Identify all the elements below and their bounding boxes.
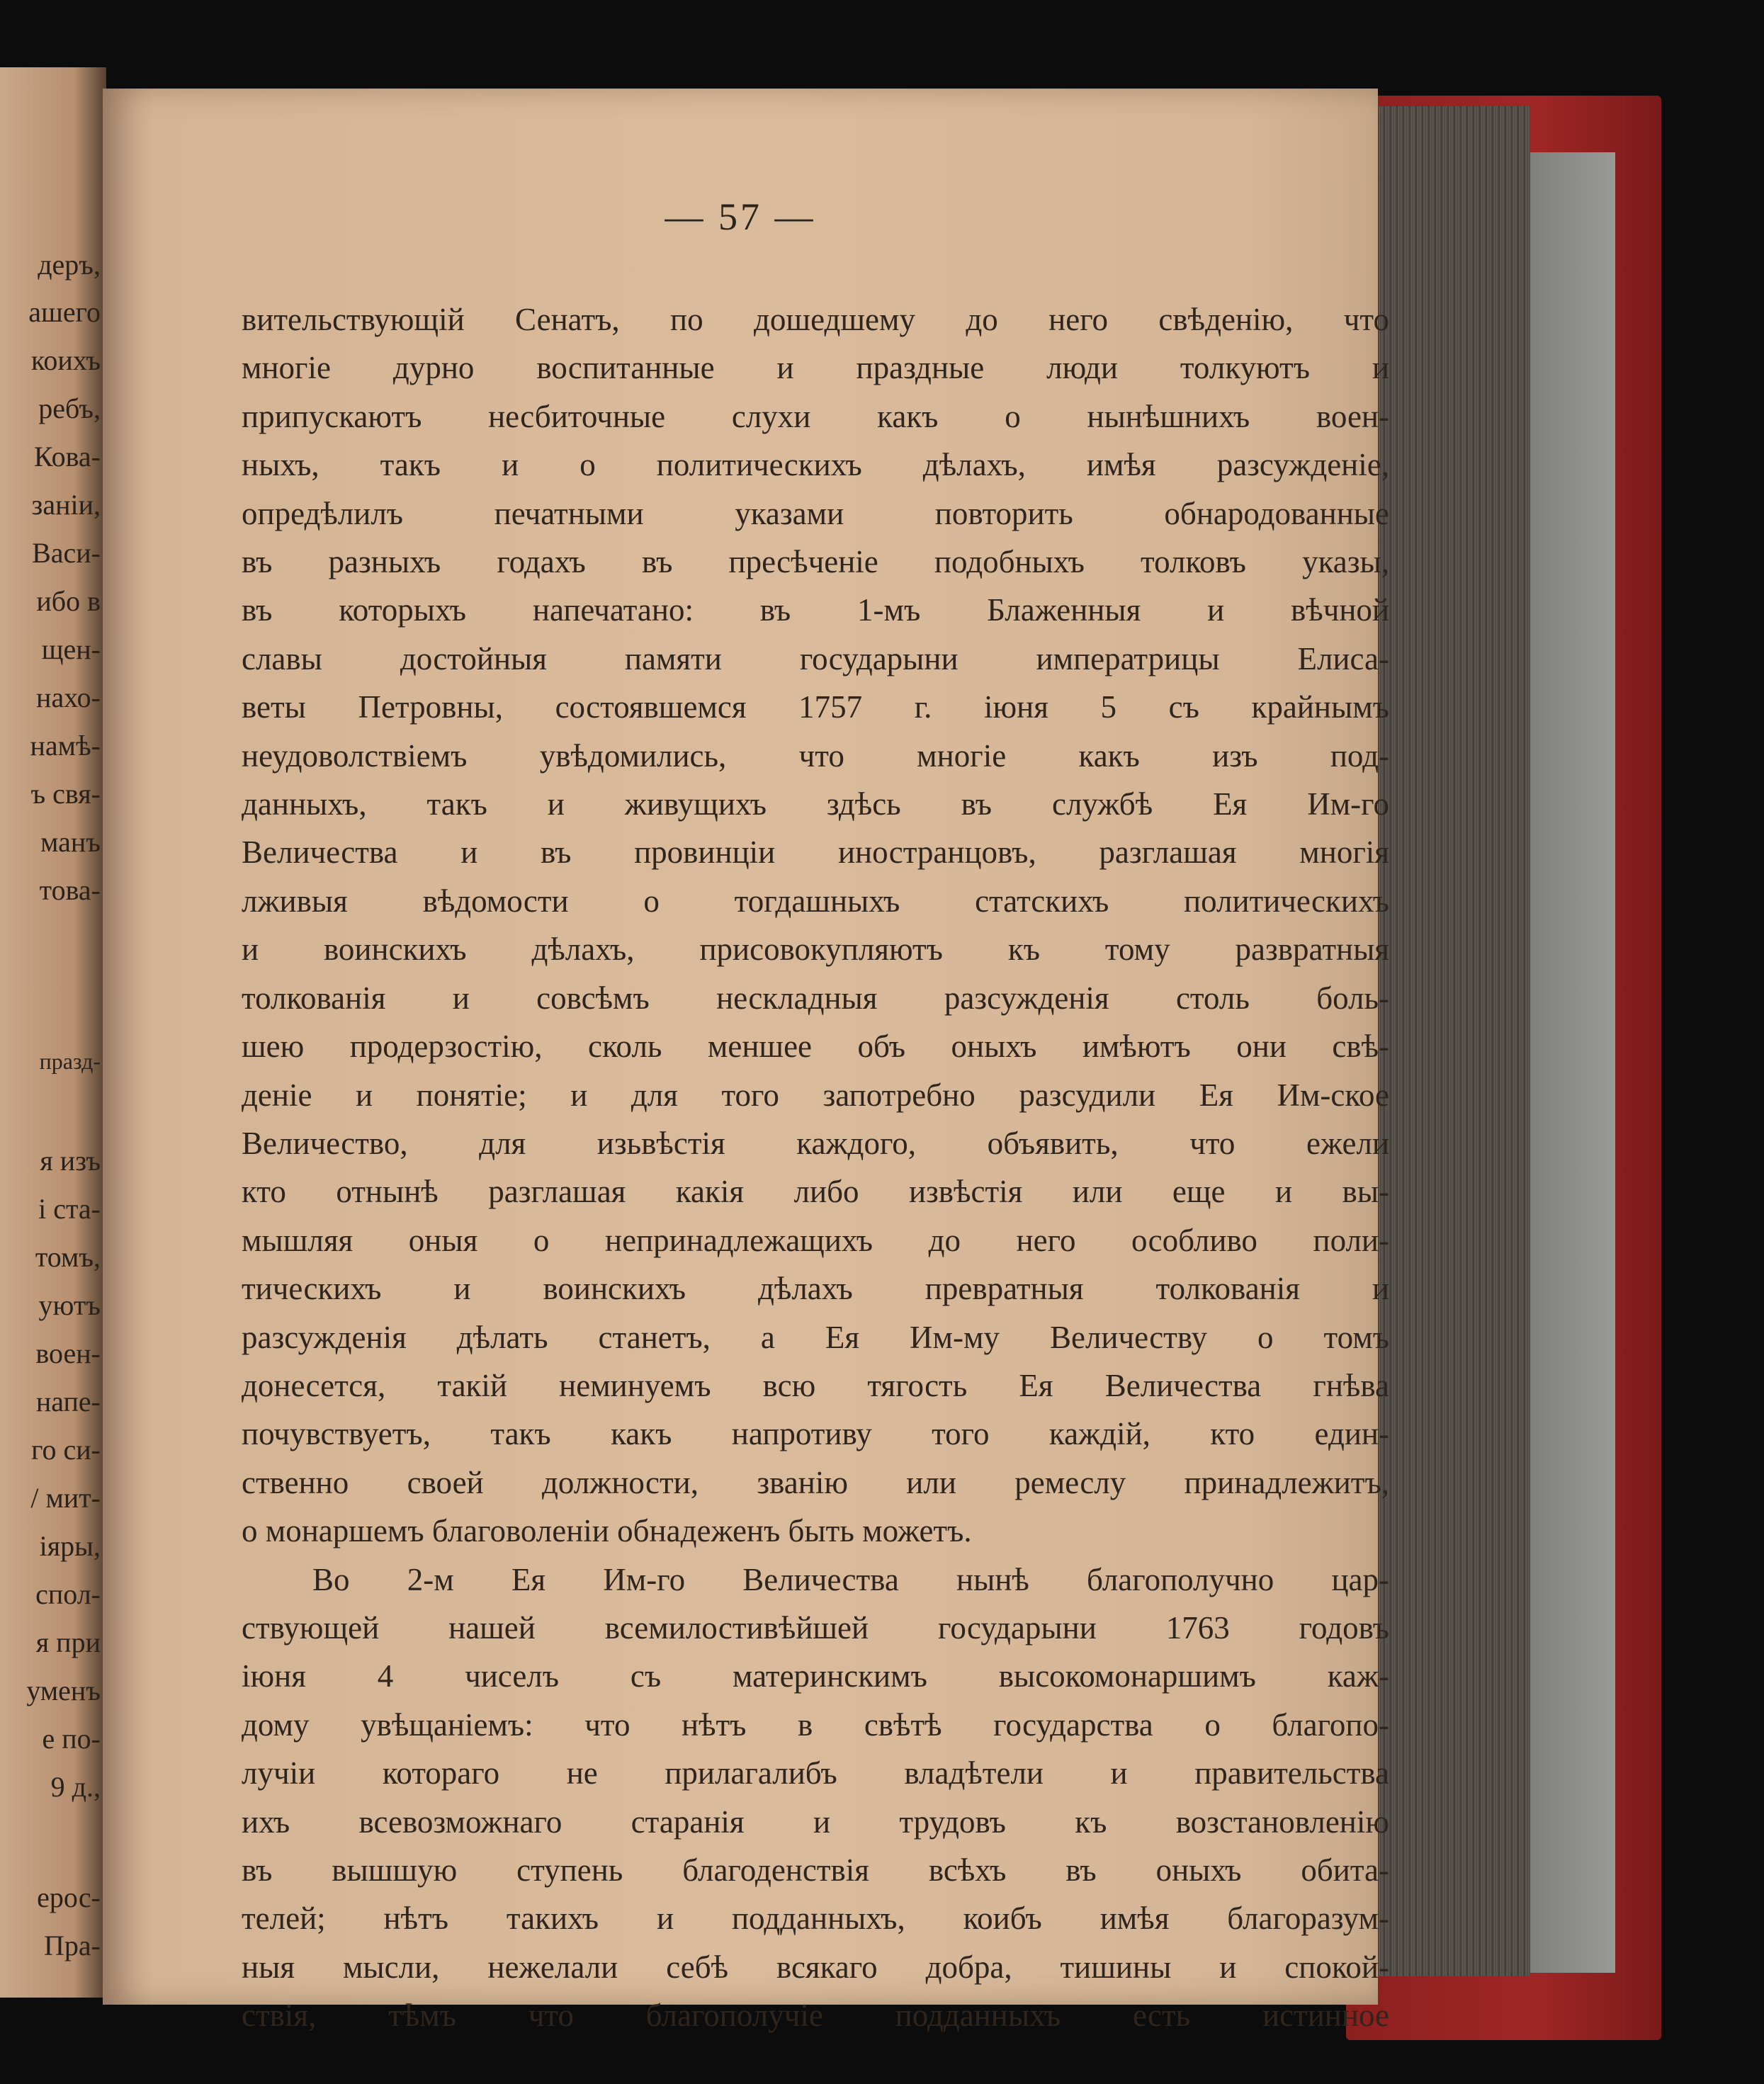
text-line: Величества и въ провинціи иностранцовъ, разглашая многія [242,834,1389,871]
left-page-line: манъ [40,826,101,858]
text-line: разсужденія дѣлать станетъ, а Ея Им-му Величеству о томъ [242,1319,1389,1355]
page-edges [1367,106,1530,1976]
text-line: Величество, для изьвѣстія каждого, объявить, что ежели [242,1125,1389,1161]
left-page-line: Васи- [32,537,101,569]
text-line: неудоволствіемъ увѣдомились, что многіе какъ изъ под- [242,737,1389,774]
text-line: лучіи котораго не прилагалибъ владѣтели и правительства [242,1755,1389,1791]
text-line: вительствующій Сенатъ, по дошедшему до него свѣденію, что [242,302,1389,337]
text-line: данныхъ, такъ и живущихъ здѣсь въ службѣ Ея Им-го [242,786,1389,822]
text-line: въ разныхъ годахъ въ пресѣченіе подобныхъ толковъ указы, [242,544,1389,580]
left-page-line: я изъ [40,1145,101,1177]
text-line: лживыя вѣдомости о тогдашныхъ статскихъ политическихъ [242,883,1389,919]
left-page-line: е по- [42,1723,101,1755]
left-page-line: нахо- [36,681,101,713]
text-line: припускаютъ несбиточные слухи какъ о нынѣшнихъ воен- [242,398,1389,434]
text-line: телей; нѣтъ такихъ и подданныхъ, коибъ имѣя благоразум- [242,1901,1389,1937]
text-line: въ которыхъ напечатано: въ 1-мъ Блаженныя и вѣчной [242,592,1389,628]
left-page-line: і ста- [38,1193,101,1225]
left-page-line: уютъ [38,1289,101,1321]
left-page-line: заніи, [31,489,101,521]
text-line: толкованія и совсѣмъ нескладныя разсужденія столь боль- [242,980,1389,1016]
left-page-line: Кова- [33,441,101,472]
text-line: донесется, такій неминуемъ всю тягость Ея Величества гнѣва [242,1367,1389,1403]
left-page-line: іяры, [39,1530,101,1562]
left-page-line: Пра- [44,1930,101,1961]
left-page-line: деръ, [38,249,101,281]
left-page-line: томъ, [35,1241,101,1273]
left-page-line: / мит- [30,1482,101,1514]
text-line: кто отнынѣ разглашая какія либо извѣстія или еще и вы- [242,1174,1389,1210]
left-page-line: 9 д., [50,1771,101,1803]
text-line: Во 2-м Ея Им-го Величества нынѣ благополучно цар- [312,1561,1389,1597]
left-page-line: намѣ- [30,730,101,761]
left-page-line: щен- [41,633,101,665]
text-line: ныхъ, такъ и о политическихъ дѣлахъ, имѣя разсужденіе, [242,447,1389,483]
left-page-line: го си- [31,1434,101,1466]
text-line: тическихъ и воинскихъ дѣлахъ превратныя толкованія и [242,1271,1389,1307]
text-line: ствующей нашей всемилостивѣйшей государыни 1763 годовъ [242,1609,1389,1646]
text-line: шею продерзостію, сколь меншее объ оныхъ имѣютъ они свѣ- [242,1029,1389,1065]
text-line: іюня 4 чиселъ съ материнскимъ высокомонаршимъ каж- [242,1658,1389,1694]
left-page-line: воен- [35,1337,101,1369]
text-line: славы достойныя памяти государыни императрицы Елиса- [242,640,1389,676]
left-page-line: ъ свя- [30,778,101,810]
text-line: ственно своей должности, званію или ремеслу принадлежитъ, [242,1464,1389,1500]
book-page [103,89,1389,2034]
text-line: мышляя оныя о непринадлежащихъ до него особливо поли- [242,1222,1389,1258]
text-line: опредѣлилъ печатными указами повторить обнародованные [242,495,1389,531]
text-line: дому увѣщаніемъ: что нѣтъ в свѣтѣ государства о благопо- [242,1706,1389,1743]
left-page-line: ашего [28,296,101,328]
left-page-line: ибо в [36,585,101,617]
left-page-line: спол- [35,1578,101,1610]
text-line: въ вышшую ступень благоденствія всѣхъ въ оныхъ обита- [242,1852,1389,1888]
left-page-line: я при [35,1626,101,1658]
left-page-line: празд- [39,1048,101,1074]
text-line: и воинскихъ дѣлахъ, присовокупляютъ къ тому развратныя [242,931,1389,968]
page-text [242,295,1389,2040]
text-line: веты Петровны, состоявшемся 1757 г. іюня 5 съ крайнымъ [242,689,1389,725]
page-number: — 57 — [665,196,816,238]
text-line: о монаршемъ благоволеніи обнадеженъ быть можетъ. [242,1513,972,1549]
left-page-line: уменъ [26,1675,101,1706]
text-line: почувствуетъ, такъ какъ напротиву того каждій, кто един- [242,1416,1389,1452]
left-page-fragment [0,67,106,1998]
left-page-line: коихъ [31,344,101,376]
text-line: ныя мысли, нежелали себѣ всякаго добра, тишины и спокой- [242,1949,1389,1985]
text-line: многіе дурно воспитанные и праздные люди толкуютъ и [242,350,1389,386]
text-line: ствія, тѣмъ что благополучіе подданныхъ есть истинное [242,1998,1389,2034]
text-line: деніе и понятіе; и для того запотребно разсудили Ея Им-ское [242,1077,1389,1113]
left-page-line: напе- [35,1386,101,1417]
left-page-line: ерос- [37,1881,101,1913]
text-line: ихъ всевозможнаго старанія и трудовъ къ возстановленію [242,1803,1389,1840]
book-cover-lining [1523,152,1615,1973]
left-page-line: ребъ, [38,392,101,424]
left-page-line: това- [39,874,101,906]
